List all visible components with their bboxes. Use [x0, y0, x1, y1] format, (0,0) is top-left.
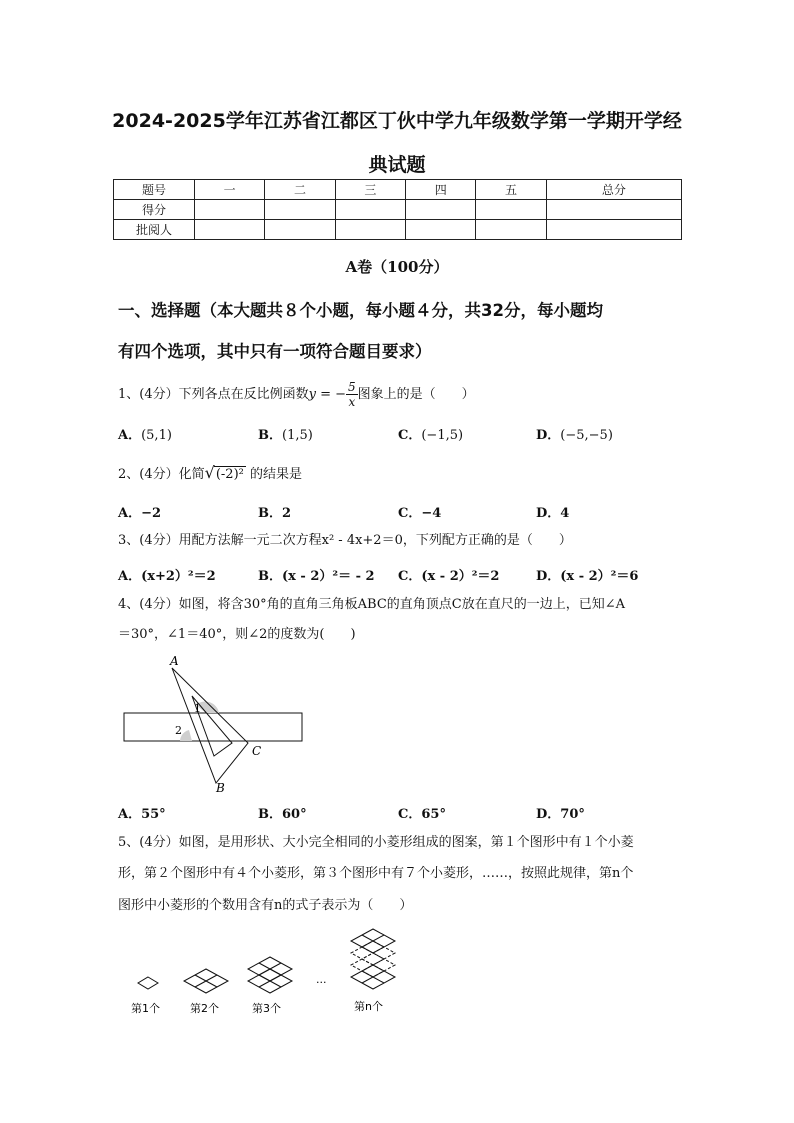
- question-4-line2: ＝30°，∠1＝40°，则∠2的度数为( ): [118, 627, 356, 642]
- option-letter: C．: [398, 428, 422, 443]
- fraction-numerator: 5: [348, 380, 356, 394]
- label-angle-1: 1: [194, 702, 201, 715]
- question-2-suffix: 的结果是: [250, 467, 303, 482]
- q1-option-c[interactable]: [398, 424, 463, 443]
- question-5-line1: 5、(4分）如图，是用形状、大小完全相同的小菱形组成的图案，第１个图形中有１个小菱: [118, 835, 634, 850]
- q2-option-a[interactable]: A．−2: [118, 506, 162, 521]
- question-4-line1: 4、(4分）如图，将含30°角的直角三角板ABC的直角顶点C放在直尺的一边上，已知∠A: [118, 597, 626, 612]
- q3-option-b[interactable]: B．(x - 2）²＝ - 2: [258, 569, 375, 584]
- caption-2: 第2个: [190, 1002, 219, 1015]
- question-1: [118, 380, 678, 409]
- part1-heading-line1: 一、选择题（本大题共８个小题，每小题４分，共32分，每小题均: [118, 301, 603, 320]
- table-cell: 四: [406, 180, 476, 200]
- exam-title-line2: 典试题: [368, 154, 426, 176]
- question-1-fraction: [346, 380, 358, 409]
- score-input-cell[interactable]: [335, 220, 405, 240]
- q3-option-a[interactable]: A．(x+2）²＝2: [118, 569, 216, 584]
- ruler-shape: [124, 713, 302, 741]
- section-a-heading: A卷（100分）: [345, 258, 449, 276]
- option-value: (5,1): [141, 428, 172, 443]
- table-row: [114, 220, 682, 240]
- table-cell: 二: [265, 180, 335, 200]
- sqrt-sign: √: [204, 463, 215, 482]
- table-cell: 五: [476, 180, 546, 200]
- score-input-cell[interactable]: [406, 200, 476, 220]
- caption-3: 第3个: [252, 1002, 281, 1015]
- option-letter: B．: [258, 428, 282, 443]
- q4-option-c[interactable]: C．65°: [398, 807, 446, 822]
- table-cell: 三: [335, 180, 405, 200]
- score-input-cell[interactable]: [476, 200, 546, 220]
- rhombus-pattern-figure: [118, 925, 418, 1025]
- label-c: C: [252, 744, 262, 758]
- option-value: (−1,5): [421, 428, 464, 443]
- table-cell: 一: [195, 180, 265, 200]
- question-3: 3、(4分）用配方法解一元二次方程x² - 4x+2＝0，下列配方正确的是（ ）: [118, 533, 572, 548]
- score-input-cell[interactable]: [476, 220, 546, 240]
- q2-option-c[interactable]: C．−4: [398, 506, 442, 521]
- q1-option-b[interactable]: [258, 424, 313, 443]
- q3-option-d[interactable]: D．(x - 2）²＝6: [536, 569, 639, 584]
- rhombus-group-n: [351, 929, 395, 989]
- label-a: A: [170, 654, 179, 668]
- option-value: (1,5): [282, 428, 313, 443]
- q1-option-a[interactable]: [118, 424, 172, 443]
- question-2: [118, 465, 678, 483]
- label-angle-2: 2: [175, 724, 182, 737]
- question-5-line2: 形，第２个图形中有４个小菱形，第３个图形中有７个小菱形，……，按照此规律，第n个: [118, 866, 634, 881]
- q1-option-d[interactable]: [536, 424, 613, 443]
- score-input-cell[interactable]: [546, 200, 681, 220]
- option-letter: A．: [118, 428, 142, 443]
- q2-option-d[interactable]: D．4: [536, 506, 570, 521]
- rhombus-group-2: [184, 969, 228, 993]
- question-1-prefix: 1、(4分）下列各点在反比例函数: [118, 387, 309, 402]
- table-row: [114, 180, 682, 200]
- rhombus: [138, 977, 158, 989]
- q3-option-c[interactable]: C．(x - 2）²＝2: [398, 569, 500, 584]
- table-row: [114, 200, 682, 220]
- fraction-denominator: x: [348, 395, 356, 409]
- score-input-cell[interactable]: [406, 220, 476, 240]
- option-value: (−5,−5): [560, 428, 613, 443]
- score-input-cell[interactable]: [546, 220, 681, 240]
- question-2-prefix: 2、(4分）化简: [118, 467, 205, 482]
- table-cell: 题号: [114, 180, 195, 200]
- score-input-cell[interactable]: [195, 200, 265, 220]
- triangle-outer: [172, 668, 248, 783]
- table-cell: 得分: [114, 200, 195, 220]
- rhombus-group-3: [248, 957, 292, 993]
- table-cell: 总分: [546, 180, 681, 200]
- question-1-func: y = −: [308, 387, 347, 402]
- score-input-cell[interactable]: [335, 200, 405, 220]
- q2-option-b[interactable]: B．2: [258, 506, 292, 521]
- label-b: B: [216, 781, 225, 795]
- score-input-cell[interactable]: [265, 200, 335, 220]
- caption-1: 第1个: [131, 1002, 160, 1015]
- exam-title-line1: 2024-2025学年江苏省江都区丁伙中学九年级数学第一学期开学经: [112, 110, 682, 132]
- score-input-cell[interactable]: [195, 220, 265, 240]
- q4-option-a[interactable]: A．55°: [118, 807, 166, 822]
- ellipsis: ...: [316, 973, 327, 986]
- triangle-ruler-figure: [118, 650, 318, 800]
- part1-heading-line2: 有四个选项，其中只有一项符合题目要求）: [118, 342, 432, 361]
- score-table: [113, 179, 682, 240]
- option-letter: D．: [536, 428, 561, 443]
- score-input-cell[interactable]: [265, 220, 335, 240]
- table-cell: 批阅人: [114, 220, 195, 240]
- sqrt-radicand: (-2)²: [215, 467, 244, 482]
- q4-option-d[interactable]: D．70°: [536, 807, 585, 822]
- caption-n: 第n个: [354, 1000, 383, 1013]
- question-5-line3: 图形中小菱形的个数用含有n的式子表示为（ ）: [118, 898, 413, 913]
- q4-option-b[interactable]: B．60°: [258, 807, 307, 822]
- question-1-suffix: 图象上的是（ ）: [357, 387, 475, 402]
